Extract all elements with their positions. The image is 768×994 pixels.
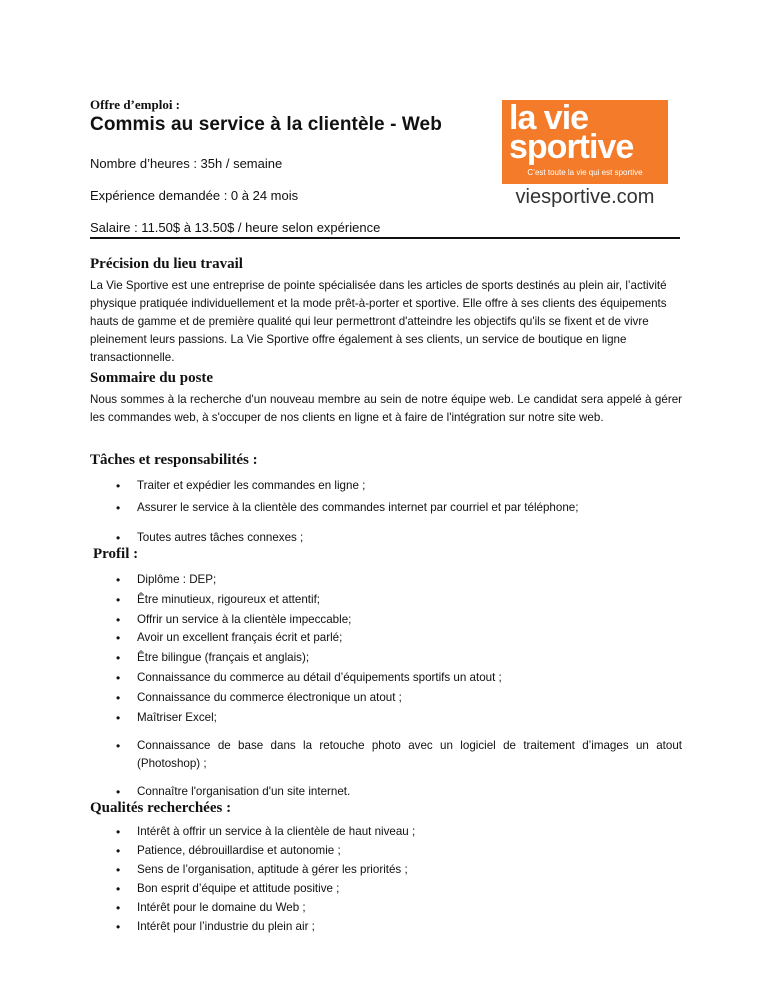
section-title-taches: Tâches et responsabilités : <box>90 452 258 468</box>
logo-line2: sportive <box>509 128 634 166</box>
list-item: • Être bilingue (français et anglais); <box>90 649 682 667</box>
section-title-qualites: Qualités recherchées : <box>90 800 232 816</box>
section-qualites <box>90 800 682 936</box>
list-item: • Diplôme : DEP; <box>90 571 682 589</box>
section-text-lieu: La Vie Sportive est une entreprise de pointe spécialisée dans les articles de sports destinés au plein air, l’activité physique pratiquée individuellement et la mode prêt-à-porter et sportive. Elle offre à ses clients des équipements hauts de gamme et de première qualité qui leur permettront d'atteindre les objectifs qu'ils se fixent et de vivre pleinement leurs passions. La Vie Sportive offre également à ses clients, un service de boutique en ligne transactionnelle. <box>90 279 667 364</box>
list-item: • Assurer le service à la clientèle des commandes internet par courriel et par téléphone; <box>90 499 682 517</box>
list-item: • Connaissance de base dans la retouche photo avec un logiciel de traitement d’images un atout (Photoshop) ; <box>90 737 682 773</box>
list-item: • Intérêt pour l’industrie du plein air ; <box>90 918 682 936</box>
logo-tagline: C’est toute la vie qui est sportive <box>527 168 643 177</box>
list-item: • Offrir un service à la clientèle impeccable; <box>90 611 682 629</box>
list-item: • Maîtriser Excel; <box>90 709 682 727</box>
list-item: • Connaissance du commerce au détail d’équipements sportifs un atout ; <box>90 669 682 687</box>
section-title-lieu: Précision du lieu travail <box>90 256 243 272</box>
list-item: • Être minutieux, rigoureux et attentif; <box>90 591 682 609</box>
list-item: • Connaître l'organisation d'un site internet. <box>90 783 682 801</box>
logo-line1: la vie <box>509 99 589 137</box>
section-lieu <box>90 256 682 367</box>
section-text-sommaire: Nous sommes à la recherche d'un nouveau membre au sein de notre équipe web. Le candidat sera appelé à gérer les commandes web, à s'occuper de nos clients en ligne et à faire de l'intégration sur notre site web. <box>90 393 682 424</box>
logo-url: viesportive.com <box>515 186 655 208</box>
section-profil <box>90 546 682 801</box>
company-logo <box>502 100 668 210</box>
logo-box <box>502 100 668 184</box>
offer-label: Offre d’emploi : <box>90 97 181 112</box>
salary-line: Salaire : 11.50$ à 13.50$ / heure selon expérience <box>90 220 381 235</box>
qualites-list <box>90 823 682 936</box>
list-item: • Sens de l’organisation, aptitude à gérer les priorités ; <box>90 861 682 879</box>
section-sommaire <box>90 370 682 427</box>
profil-list <box>90 571 682 801</box>
list-item: • Bon esprit d’équipe et attitude positive ; <box>90 880 682 898</box>
list-item: • Traiter et expédier les commandes en ligne ; <box>90 477 682 495</box>
list-item: • Intérêt pour le domaine du Web ; <box>90 899 682 917</box>
list-item: • Patience, débrouillardise et autonomie ; <box>90 842 682 860</box>
section-taches <box>90 452 682 547</box>
list-item: • Intérêt à offrir un service à la clientèle de haut niveau ; <box>90 823 682 841</box>
section-title-sommaire: Sommaire du poste <box>90 370 214 386</box>
section-title-profil: Profil : <box>93 546 139 562</box>
experience-line: Expérience demandée : 0 à 24 mois <box>90 188 299 203</box>
list-item: • Connaissance du commerce électronique un atout ; <box>90 689 682 707</box>
header-divider <box>90 237 680 239</box>
list-item: • Toutes autres tâches connexes ; <box>90 529 682 547</box>
taches-list <box>90 477 682 547</box>
list-item: • Avoir un excellent français écrit et parlé; <box>90 629 682 647</box>
job-title: Commis au service à la clientèle - Web <box>90 114 442 135</box>
hours-line: Nombre d’heures : 35h / semaine <box>90 156 283 171</box>
